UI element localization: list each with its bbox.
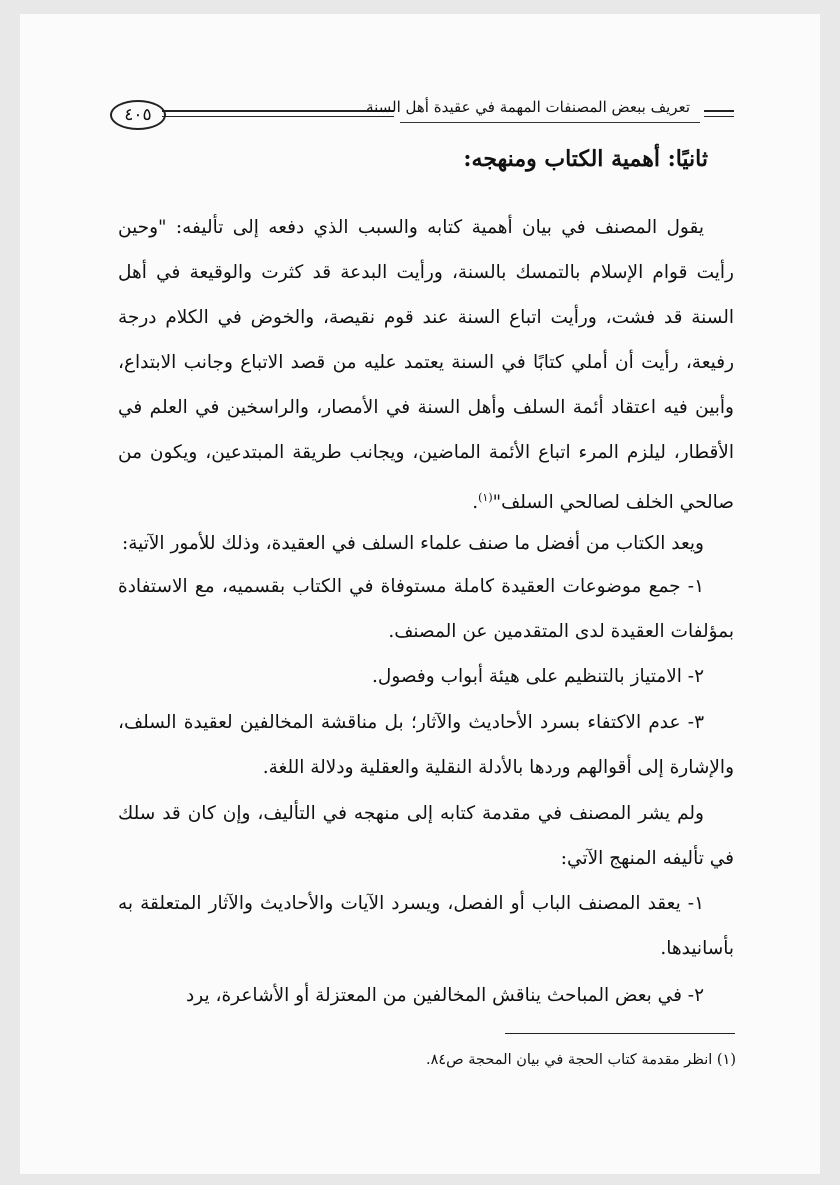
paragraph-method: ولم يشر المصنف في مقدمة كتابه إلى منهجه في التأليف، وإن كان قد سلك في تأليفه المنهج الآتي: — [118, 803, 734, 869]
header-dash — [704, 110, 734, 112]
list-item: ٢- الامتياز بالتنظيم على هيئة أبواب وفصول. — [372, 666, 704, 687]
paragraph-quote — [118, 205, 734, 525]
paragraph-intro-list: ويعد الكتاب من أفضل ما صنف علماء السلف في العقيدة، وذلك للأمور الآتية: — [121, 533, 704, 554]
list-item: ٣- عدم الاكتفاء بسرد الأحاديث والآثار؛ بل مناقشة المخالفين لعقيدة السلف، والإشارة إلى أقوالهم وردها بالأدلة النقلية والعقلية ودلالة اللغة. — [118, 712, 734, 778]
paragraph-text: يقول المصنف في بيان أهمية كتابه والسبب الذي دفعه إلى تأليفه: "وحين رأيت قوام الإسلام بالتمسك بالسنة، ورأيت البدعة قد كثرت والوقيعة في أهل السنة قد فشت، ورأيت اتباع السنة عند قوم نقيصة، والخوض في الكلام درجة رفيعة، رأيت أن أملي كتابًا في السنة يعتمد عليه من قصد الاتباع وجانب الابتداع، وأبين فيه اعتقاد أئمة السلف وأهل السنة في الأمصار، والراسخين في العلم في الأقطار، ليلزم المرء اتباع الأئمة الماضين، ويجانب طريقة المبتدعين، ويكون من صالحي الخلف لصالحي السلف" — [118, 217, 735, 514]
list-item: ١- يعقد المصنف الباب أو الفصل، ويسرد الآيات والأحاديث والآثار المتعلقة به بأسانيدها. — [118, 893, 734, 959]
section-heading: ثانيًا: أهمية الكتاب ومنهجه: — [463, 146, 708, 172]
page-header — [110, 96, 730, 136]
list-item: ١- جمع موضوعات العقيدة كاملة مستوفاة في الكتاب بقسميه، مع الاستفادة بمؤلفات العقيدة لدى المتقدمين عن المصنف. — [118, 576, 734, 642]
running-title: تعريف ببعض المصنفات المهمة في عقيدة أهل السنة — [366, 98, 690, 116]
header-rule — [162, 116, 394, 117]
footnote: (١) انظر مقدمة كتاب الحجة في بيان المحجة ص٨٤. — [425, 1052, 736, 1068]
footnote-separator — [505, 1033, 735, 1034]
list-item: ٢- في بعض المباحث يناقش المخالفين من المعتزلة أو الأشاعرة، يرد — [186, 985, 704, 1006]
page-number: ٤٠٥ — [110, 100, 166, 130]
header-underline — [400, 122, 700, 123]
sentence-end: . — [472, 492, 479, 514]
header-dash — [704, 116, 734, 117]
header-rule — [162, 110, 394, 112]
footnote-marker: (١) — [478, 491, 493, 504]
